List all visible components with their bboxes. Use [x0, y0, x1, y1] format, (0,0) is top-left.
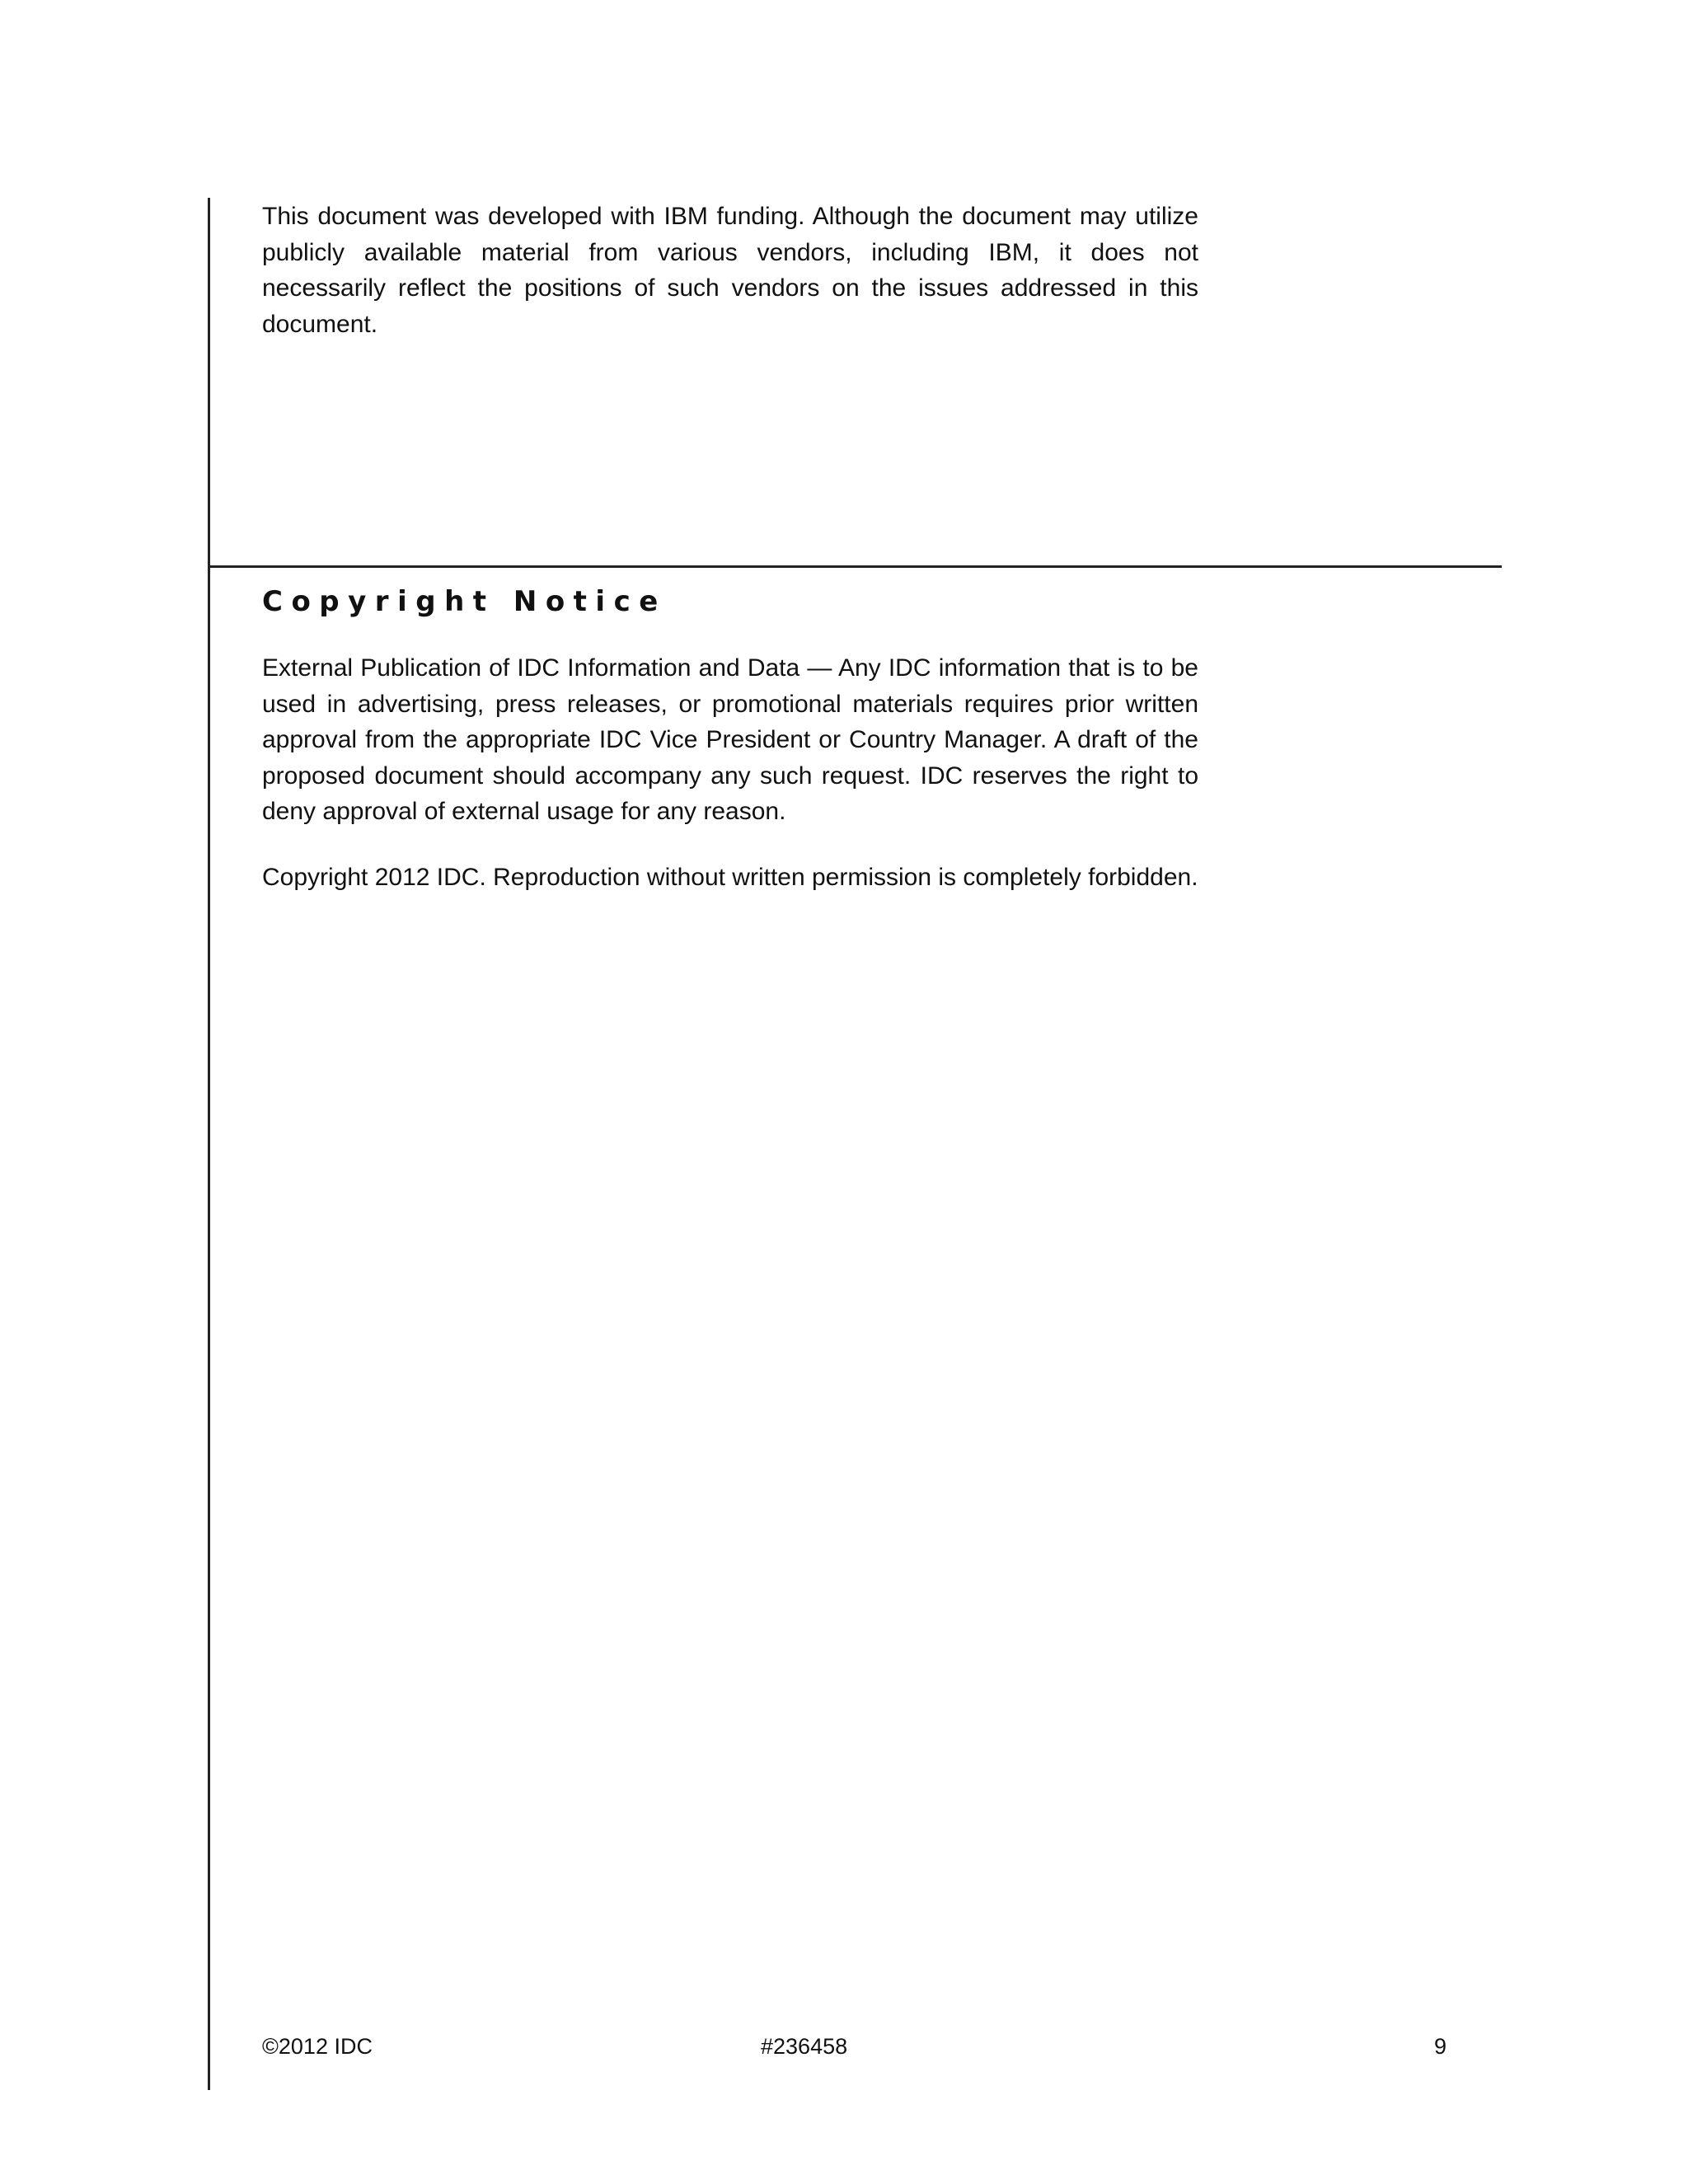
ibm-funding-disclaimer: This document was developed with IBM funding. Although the document may utilize publicly available material from various vendors, including IBM, it does not necessarily reflect the positions of such vendors on the issues addressed in this document.: [262, 203, 1198, 338]
left-margin-rule: [208, 198, 210, 2090]
footer-copyright: ©2012 IDC: [262, 2034, 373, 2059]
copyright-statement: Copyright 2012 IDC. Reproduction without written permission is completely forbidden.: [262, 864, 1198, 891]
copyright-notice-heading: Copyright Notice: [262, 585, 667, 618]
footer-page-number: 9: [1434, 2034, 1447, 2059]
footer-document-number: #236458: [761, 2034, 848, 2059]
section-divider: [208, 565, 1502, 568]
external-publication-paragraph: External Publication of IDC Information and Data — Any IDC information that is to be used in advertising, press releases, or promotional materials requires prior written approval from the appropriate IDC Vice President or Country Manager. A draft of the proposed document should accompany any such request. IDC reserves the right to deny approval of external usage for any reason.: [262, 654, 1198, 825]
